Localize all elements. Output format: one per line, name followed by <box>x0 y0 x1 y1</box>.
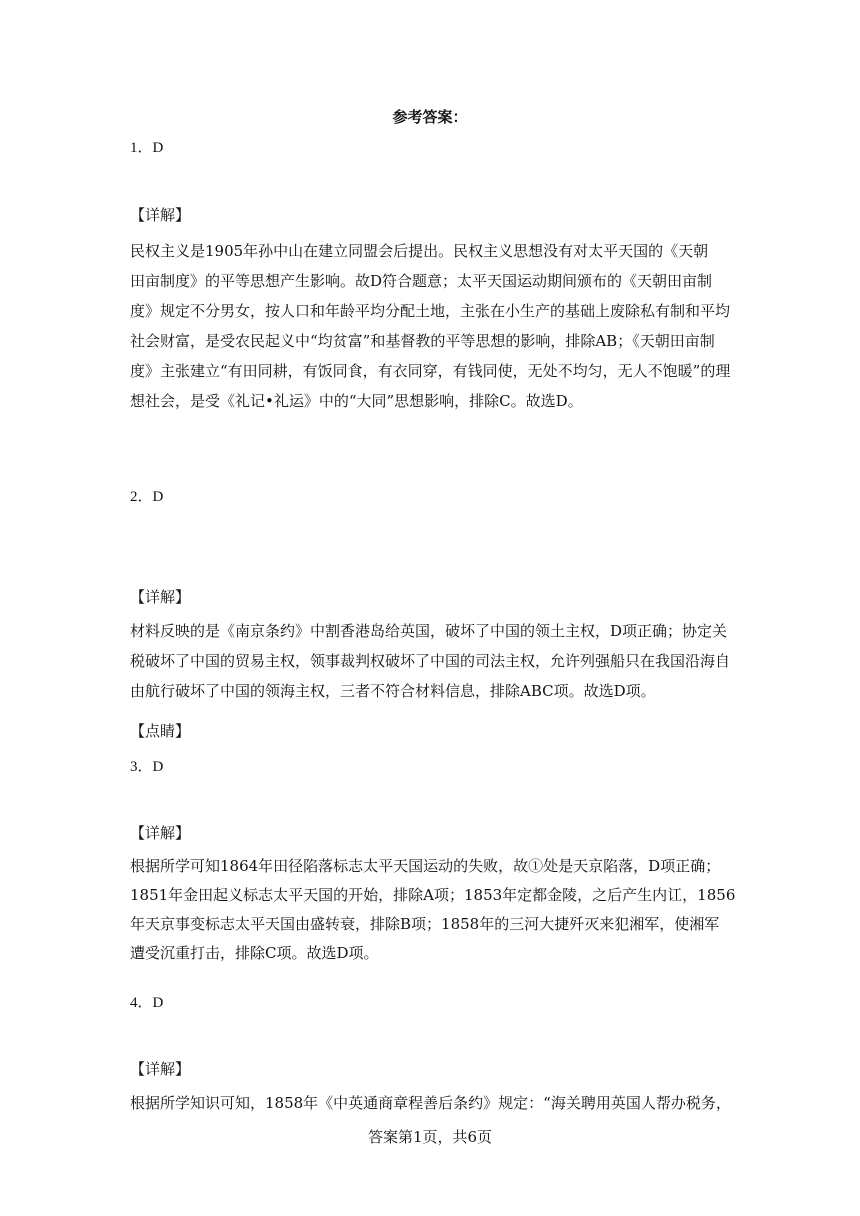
explanation-text-1 <box>130 236 730 416</box>
highlight-label-2: 【点睛】 <box>130 722 191 740</box>
text-line: 材料反映的是《南京条约》中割香港岛给英国，破坏了中国的领土主权，D项正确；协定关 <box>130 622 728 640</box>
text-line: 根据所学知识可知，1858年《中英通商章程善后条约》规定：“海关聘用英国人帮办税务， <box>130 1094 731 1112</box>
explanation-text-3 <box>130 852 736 968</box>
text-line: 遭受沉重打击，排除C项。故选D项。 <box>130 944 379 962</box>
explanation-label-4: 【详解】 <box>130 1060 191 1078</box>
text-line: 民权主义是1905年孙中山在建立同盟会后提出。民权主义思想没有对太平天国的《天朝 <box>130 242 709 260</box>
explanation-text-4 <box>130 1088 730 1118</box>
text-line: 度》主张建立“有田同耕，有饭同食，有衣同穿，有钱同使，无处不均匀，无人不饱暖”的理 <box>130 362 731 380</box>
text-line: 度》规定不分男女，按人口和年龄平均分配土地，主张在小生产的基础上废除私有制和平均 <box>130 302 731 320</box>
text-line: 1851年金田起义标志太平天国的开始，排除A项；1853年定都金陵，之后产生内讧，1856 <box>130 886 736 904</box>
page-title: 参考答案： <box>392 108 468 126</box>
text-line: 税破坏了中国的贸易主权，领事裁判权破坏了中国的司法主权，允许列强船只在我国沿海自 <box>130 652 731 670</box>
question-number-2: 2．D <box>130 489 164 505</box>
explanation-label-1: 【详解】 <box>130 206 191 224</box>
question-number-4: 4．D <box>130 995 164 1011</box>
text-line: 社会财富，是受农民起义中“均贫富”和基督教的平等思想的影响，排除AB；《天朝田亩制 <box>130 332 715 350</box>
text-line: 年天京事变标志太平天国由盛转衰，排除B项；1858年的三河大捷歼灭来犯湘军，使湘军 <box>130 915 720 933</box>
explanation-label-2: 【详解】 <box>130 588 191 606</box>
question-number-1: 1．D <box>130 140 164 156</box>
text-line: 由航行破坏了中国的领海主权，三者不符合材料信息，排除ABC项。故选D项。 <box>130 682 656 700</box>
text-line: 根据所学可知1864年田径陷落标志太平天国运动的失败，故①处是天京陷落，D项正确； <box>130 857 721 875</box>
question-number-3: 3．D <box>130 759 164 775</box>
explanation-label-3: 【详解】 <box>130 824 191 842</box>
text-line: 想社会，是受《礼记•礼运》中的“大同”思想影响，排除C。故选D。 <box>130 392 583 410</box>
page-footer: 答案第1页，共6页 <box>367 1128 493 1146</box>
explanation-text-2 <box>130 616 730 706</box>
text-line: 田亩制度》的平等思想产生影响。故D符合题意；太平天国运动期间颁布的《天朝田亩制 <box>130 272 713 290</box>
